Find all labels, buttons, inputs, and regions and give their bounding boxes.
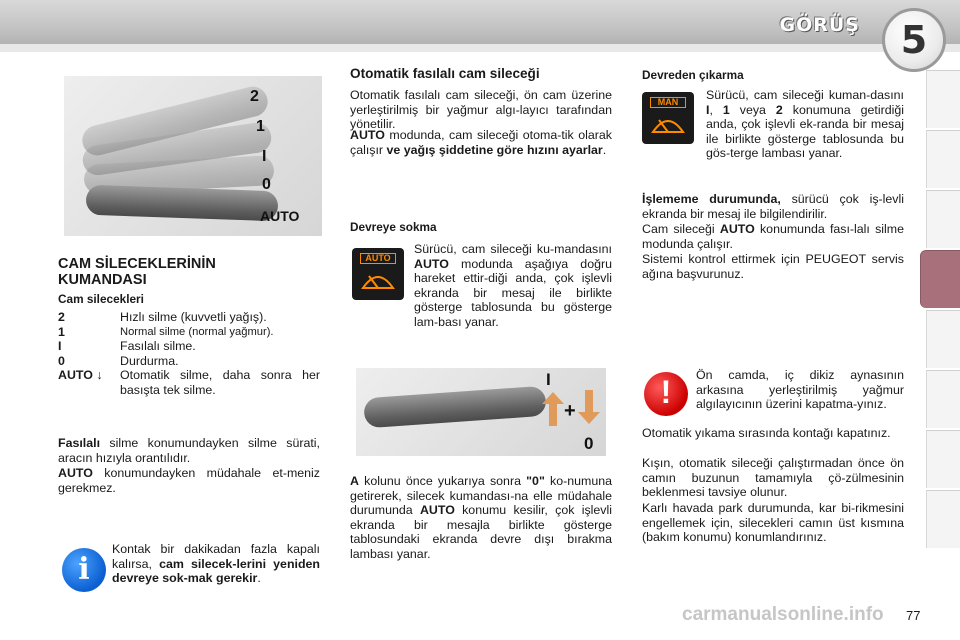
chapter-tab[interactable]: [926, 70, 960, 128]
figure-label: 1: [256, 118, 265, 135]
paragraph: A kolunu önce yukarıya sonra "0" ko-numuna getirerek, silecek kumandası-na elle müdahale durumunda AUTO konumu kesilir, çok işlevli ekranda bir mesajla birlikte gösterge tablosundaki ekranda devre dışı bırakma lambası yanar.: [350, 474, 613, 561]
paragraph: Karlı havada park durumunda, kar bi-rikmesini engellemek için, silecekleri camın üst kısmına (bakım konumu) konumlandırınız.: [642, 501, 904, 545]
chapter-tab[interactable]: [926, 370, 960, 428]
watermark: carmanualsonline.info: [682, 604, 884, 625]
stalk-position-0: [86, 185, 279, 222]
wiper-stalk-illustration: [64, 76, 322, 236]
subheading: Devreden çıkarma: [642, 68, 744, 82]
warning-icon: !: [644, 372, 688, 416]
chapter-tabs: [926, 70, 960, 600]
header-strip: [0, 44, 960, 52]
figure-label: I: [262, 148, 267, 165]
info-note: Kontak bir dakikadan fazla kapalı kalırsa, cam silecek-lerini yeniden devreye sok-mak gerekir.: [112, 542, 320, 586]
figure-label: +: [564, 400, 576, 422]
auto-label: AUTO: [360, 253, 396, 264]
list-item: 0 Durdurma.: [58, 353, 179, 368]
manual-wiper-indicator: [642, 92, 694, 144]
chapter-tab[interactable]: [926, 490, 960, 548]
chapter-tab[interactable]: [926, 130, 960, 188]
list-item: I Fasılalı silme.: [58, 339, 196, 354]
chapter-badge: [882, 8, 946, 72]
list-item: 1 Normal silme (normal yağmur).: [58, 324, 274, 339]
position-list: [58, 310, 320, 398]
paragraph: Fasılalı silme konumundayken silme sürati, aracın hızıyla orantılıdır.: [58, 436, 320, 465]
paragraph: Sürücü, cam sileceği ku-mandasını AUTO modunda aşağıya doğru hareket ettir-diği anda, çok işlevli ekranda bir mesaj ile birlikte gösterge tablosunda bu gösterge lam-bası yanar.: [414, 242, 612, 329]
list-item: AUTO ↓ Otomatik silme, daha sonra her basışta tek silme.: [58, 368, 320, 397]
chapter-tab-active[interactable]: [920, 250, 960, 308]
figure-label: AUTO: [260, 208, 300, 224]
paragraph: İşlememe durumunda, sürücü çok iş-levli ekranda bir mesaj ile bilgilendirilir.: [642, 192, 904, 221]
windscreen-wiper-icon: [361, 268, 395, 292]
chapter-tab[interactable]: [926, 310, 960, 368]
chapter-tab[interactable]: [926, 430, 960, 488]
windscreen-wiper-icon: [651, 112, 685, 136]
chapter-number: 5: [900, 18, 928, 62]
down-arrow-icon: [578, 390, 600, 424]
paragraph: Otomatik yıkama sırasında kontağı kapatınız.: [642, 426, 891, 440]
paragraph: Sürücü, cam sileceği kuman-dasını I, 1 veya 2 konumuna getirdiği anda, çok işlevli ek-randa bir mesaj ile birlikte gösterge tablosunda bu gös-terge lambası yanar.: [706, 88, 905, 161]
chapter-title: GÖRÜŞ: [779, 14, 860, 36]
paragraph: Otomatik fasılalı cam sileceği, ön cam üzerine yerleştirilmiş bir yağmur algı-layıcı tarafından yönetilir.: [350, 88, 612, 132]
figure-label: 2: [250, 88, 259, 105]
paragraph: AUTO modunda, cam sileceği otoma-tik olarak çalışır ve yağış şiddetine göre hızını ayarlar.: [350, 128, 612, 157]
figure-label: I: [546, 370, 551, 389]
subheading: Cam silecekleri: [58, 292, 144, 306]
list-item: 2 Hızlı silme (kuvvetli yağış).: [58, 310, 267, 324]
info-icon: i: [62, 548, 106, 592]
section-heading: CAM SİLECEKLERİNİN KUMANDASI: [58, 256, 216, 288]
auto-wiper-indicator: [352, 248, 404, 300]
figure-label: 0: [584, 434, 594, 453]
man-label: MAN: [650, 97, 686, 108]
paragraph: Kışın, otomatik sileceği çalıştırmadan önce ön camın buzunun tamamıyla çö-zülmesinin beklenmesi tavsiye olunur.: [642, 456, 904, 500]
stalk-reset-illustration: [356, 368, 606, 456]
page-number: 77: [906, 608, 921, 623]
paragraph: Sistemi kontrol ettirmek için PEUGEOT servis ağına başvurunuz.: [642, 252, 904, 281]
paragraph: Cam sileceği AUTO konumunda fası-lalı silme modunda çalışır.: [642, 222, 904, 251]
up-arrow-icon: [542, 392, 564, 426]
down-arrow-icon: ↓: [96, 368, 103, 383]
section-title: Otomatik fasılalı cam sileceği: [350, 66, 540, 81]
wiper-stalk: [363, 386, 547, 429]
warning-note: Ön camda, iç dikiz aynasının arkasına yerleştirilmiş yağmur algılayıcının üzerini kapatma-yınız.: [696, 368, 904, 412]
subheading: Devreye sokma: [350, 220, 437, 234]
chapter-tab[interactable]: [926, 190, 960, 248]
paragraph: AUTO konumundayken müdahale et-meniz gerekmez.: [58, 466, 320, 495]
figure-label: 0: [262, 176, 271, 193]
